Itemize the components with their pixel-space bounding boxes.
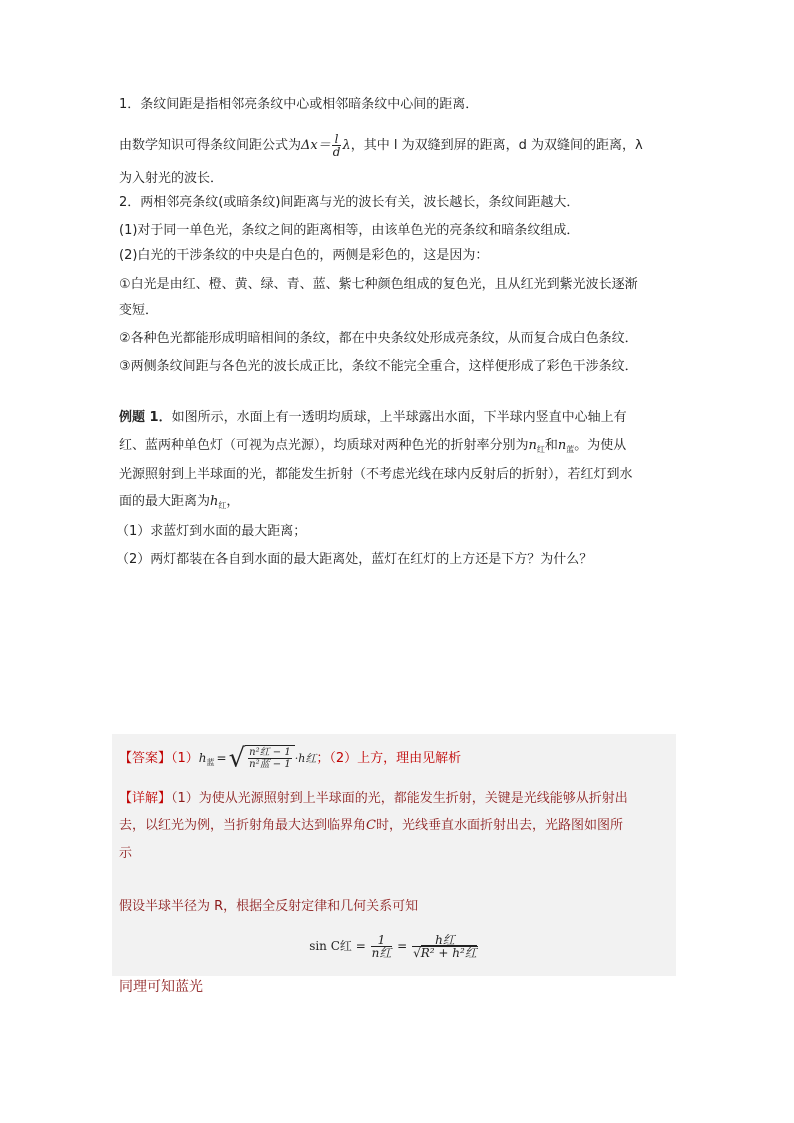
question-1: （1）求蓝灯到水面的最大距离； [116, 524, 307, 539]
explanation-line-2 [119, 817, 623, 835]
radical-icon: √ [413, 946, 421, 960]
frac-numerator: l [332, 133, 342, 146]
example-text-2: 红、蓝两种单色灯（可视为点光源），均质球对两种色光的折射率分别为 [119, 438, 529, 453]
question-2: （2）两灯都装在各自到水面的最大距离处，蓝灯在红灯的上方还是下方？为什么？ [116, 552, 593, 567]
answer-label: 【答案】 [119, 751, 172, 766]
frac-one: 1 [371, 934, 393, 947]
example-text-1: 如图所示，水面上有一透明均质球，上半球露出水面，下半球内竖直中心轴上有 [171, 410, 627, 425]
paragraph-6: (2)白光的干涉条纹的中央是白色的，两侧是彩色的，这是因为： [119, 248, 489, 263]
h-red-sub: 红 [218, 501, 227, 510]
answer-h-blue: h [198, 751, 207, 765]
explanation-label: 【详解】 [119, 791, 172, 806]
lambda-symbol: λ [342, 138, 351, 153]
answer-equals: = [216, 751, 227, 765]
example-line-2 [119, 437, 626, 459]
n-blue: n [557, 438, 567, 453]
paragraph-5: (1)对于同一单色光，条纹之间的距离相等，由该单色光的亮条纹和暗条纹组成． [119, 223, 580, 238]
n-blue-sub: 蓝 [566, 445, 575, 454]
example-text-4-tail: ， [226, 494, 240, 509]
explanation-text-2: 去，以红光为例，当折射角最大达到临界角 [119, 818, 367, 833]
paragraph-9: ②各种色光都能形成明暗相间的条纹，都在中央条纹处形成亮条纹，从而复合成白色条纹． [119, 331, 638, 346]
answer-frac-num: n²红 − 1 [249, 747, 291, 758]
example-label: 例题 1． [119, 410, 172, 425]
frac-h-red: h红 [412, 934, 478, 947]
n-red: n [528, 438, 537, 453]
example-line-3: 光源照射到上半球面的光，都能发生折射（不考虑光线在球内反射后的折射），若红灯到水 [119, 467, 633, 482]
answer-line [119, 743, 462, 774]
example-line-4 [119, 493, 239, 515]
fraction-one-over-n [371, 934, 393, 959]
fraction-h-over-root [412, 934, 478, 959]
paragraph-8: 变短． [119, 303, 159, 318]
and-word: 和 [544, 438, 558, 453]
paragraph-2-tail: ，其中 l 为双缝到屏的距离，d 为双缝间的距离，λ [350, 138, 643, 153]
answer-frac-den: n²蓝 − 1 [249, 759, 291, 770]
frac-n-red: n红 [371, 946, 392, 960]
example-text-2-tail: 。为使从 [574, 438, 627, 453]
formula-delta-x: Δx＝ [301, 138, 331, 153]
sin-formula [112, 926, 676, 966]
explanation-line-4: 假设半球半径为 R，根据全反射定律和几何关系可知 [119, 899, 419, 914]
paragraph-2-lead: 由数学知识可得条纹间距公式为 [119, 138, 302, 153]
paragraph-10: ③两侧条纹间距与各色光的波长成正比，条纹不能完全重合，这样便形成了彩色干涉条纹． [119, 359, 638, 374]
paragraph-4: 2．两相邻亮条纹(或暗条纹)间距离与光的波长有关，波长越长，条纹间距越大． [119, 195, 580, 210]
paragraph-1: 1．条纹间距是指相邻亮条纹中心或相邻暗条纹中心间的距离． [119, 97, 479, 112]
radicand [245, 745, 295, 772]
answer-part-1-label: （1） [171, 751, 199, 766]
example-line-1 [119, 409, 627, 427]
frac-root-den [412, 947, 478, 959]
sin-c-red: sin C红 = [309, 939, 366, 953]
critical-angle-C: C [366, 818, 376, 833]
h-red: h [210, 494, 219, 509]
explanation-line-3: 示 [119, 846, 133, 861]
fraction-l-over-d [332, 133, 342, 158]
formula-equals: = [397, 939, 408, 953]
example-text-4: 面的最大距离为 [119, 494, 211, 509]
answer-fraction [248, 747, 292, 770]
radical-icon: √ [228, 743, 246, 774]
final-line: 同理可知蓝光 [119, 979, 203, 995]
answer-times-h-red: ·h红 [294, 752, 317, 765]
explanation-text-1: （1）为使从光源照射到上半球面的光，都能发生折射，关键是光线能够从折射出 [171, 791, 628, 806]
answer-sqrt [229, 745, 295, 772]
explanation-text-2-tail: 时，光线垂直水面折射出去，光路图如图所 [375, 818, 623, 833]
root-radicand: R² + h²红 [420, 946, 477, 960]
frac-denominator: d [332, 145, 341, 159]
paragraph-3: 为入射光的波长． [119, 171, 224, 186]
answer-part-2: ；（2）上方，理由见解析 [316, 751, 462, 766]
explanation-line-1 [119, 790, 628, 808]
answer-h-blue-sub: 蓝 [206, 758, 215, 767]
paragraph-2 [119, 133, 643, 158]
paragraph-7: ①白光是由红、橙、黄、绿、青、蓝、紫七种颜色组成的复色光，且从红光到紫光波长逐渐 [119, 277, 638, 292]
n-red-sub: 红 [536, 445, 545, 454]
